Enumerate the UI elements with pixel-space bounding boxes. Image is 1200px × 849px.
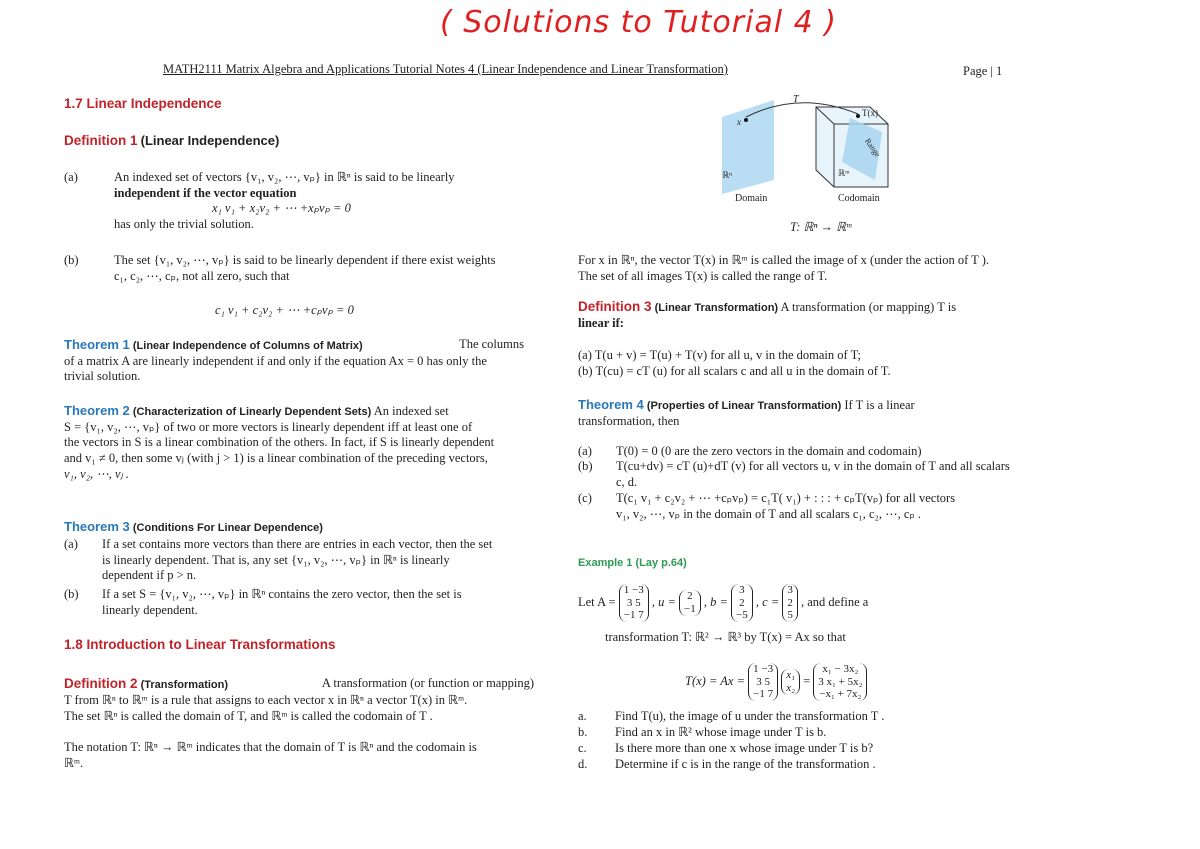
vector-u bbox=[679, 590, 701, 615]
result-vector bbox=[813, 663, 867, 701]
def1-a-line3: has only the trivial solution. bbox=[114, 216, 254, 231]
example-matrices bbox=[578, 584, 868, 622]
definition-2-label: Definition 2 bbox=[64, 676, 138, 691]
theorem-2-label: Theorem 2 bbox=[64, 403, 130, 418]
question-b: Find an x in ℝ² whose image under T is b. bbox=[615, 725, 827, 739]
definition-1-label: Definition 1 bbox=[64, 133, 138, 148]
figure-label-T: T bbox=[793, 94, 799, 105]
def1-a-line2: independent if the vector equation bbox=[114, 185, 297, 200]
point-Tx bbox=[856, 114, 860, 118]
definition-3-label: Definition 3 bbox=[578, 299, 652, 314]
matrix-A bbox=[619, 584, 649, 622]
figure-caption: T: ℝⁿ → ℝᵐ bbox=[790, 220, 852, 234]
matrix-A-row: 3 5 bbox=[626, 596, 641, 609]
b-label: , b = bbox=[703, 595, 728, 610]
vector-b bbox=[731, 584, 753, 622]
definition-3-line2: linear if: bbox=[578, 315, 624, 330]
figure-label-range: Range bbox=[863, 136, 883, 159]
matrix-A-copy bbox=[748, 663, 778, 701]
figure-codomain-label: Codomain bbox=[838, 193, 880, 204]
thm3-b-line1: If a set S = {v₁, v₂, ⋯, vₚ} in ℝⁿ contains the zero vector, then the set is bbox=[102, 587, 462, 601]
theorem-2-line4: and v₁ ≠ 0, then some vⱼ (with j > 1) is a linear combination of the preceding vectors, bbox=[64, 451, 488, 465]
thm4-a-marker: (a) bbox=[578, 444, 592, 458]
point-x bbox=[744, 118, 748, 122]
thm3-b-marker: (b) bbox=[64, 587, 79, 601]
thm3-a-text bbox=[102, 537, 532, 584]
figure-label-Rn: ℝⁿ bbox=[722, 170, 732, 180]
section-title-1-8: 1.8 Introduction to Linear Transformations bbox=[64, 637, 336, 652]
def1-a-line1: An indexed set of vectors {v₁, v₂, ⋯, vₚ} in ℝⁿ is said to be linearly bbox=[114, 170, 455, 184]
vector-b-row: −5 bbox=[736, 609, 748, 622]
example-title: Example 1 (Lay p.64) bbox=[578, 557, 687, 569]
theorem-2-name: (Characterization of Linearly Dependent Sets) bbox=[132, 406, 372, 418]
theorem-1 bbox=[64, 337, 524, 385]
definition-1-heading bbox=[64, 133, 279, 150]
thm4-c-line2: v₁, v₂, ⋯, vₚ in the domain of T and all scalars c₁, c₂, ⋯, cₚ . bbox=[616, 506, 922, 521]
theorem-3-label: Theorem 3 bbox=[64, 519, 130, 534]
theorem-3-heading bbox=[64, 519, 323, 536]
theorem-2-line1: An indexed set bbox=[373, 404, 449, 418]
vector-x bbox=[781, 669, 800, 694]
result-row: 3 x₁ + 5x₂ bbox=[818, 675, 863, 688]
matrix-A-copy-row: 3 5 bbox=[756, 675, 771, 688]
def1-b-marker: (b) bbox=[64, 253, 79, 267]
thm3-a-line1: If a set contains more vectors than there are entries in each vector, then the set bbox=[102, 537, 493, 551]
example-Tx-equation bbox=[685, 663, 867, 701]
thm4-c-line1: T(c₁ v₁ + c₂v₂ + ⋯ +cₚvₚ) = c₁T( v₁) + : : : + cₚT(vₚ) for all vectors bbox=[616, 491, 956, 505]
def1-b-text bbox=[114, 253, 544, 284]
theorem-4-label: Theorem 4 bbox=[578, 397, 644, 412]
theorem-2 bbox=[64, 403, 534, 482]
theorem-2-line2: S = {v₁, v₂, ⋯, vₚ} of two or more vectors is linearly dependent iff at least one of bbox=[64, 419, 473, 434]
thm4-b-line1: T(cu+dv) = cT (u)+dT (v) for all vectors u, v in the domain of T and all scalars bbox=[616, 459, 1010, 473]
def1-a-equation: x₁ v₁ + x₂v₂ + ⋯ +xₚvₚ = 0 bbox=[212, 201, 351, 216]
matrix-A-copy-row: −1 7 bbox=[753, 688, 774, 701]
Tx-label: T(x) = Ax = bbox=[685, 674, 746, 689]
question-d: Determine if c is in the range of the transformation . bbox=[615, 757, 876, 771]
example-transformation-line: transformation T: ℝ² → ℝ³ by T(x) = Ax so that bbox=[605, 630, 846, 644]
image-line2: The set of all images T(x) is called the range of T. bbox=[578, 268, 828, 283]
def1-b-line2: c₁, c₂, ⋯, cₚ, not all zero, such that bbox=[114, 268, 290, 283]
thm3-a-line3: dependent if p > n. bbox=[102, 568, 197, 583]
figure-label-Rm: ℝᵐ bbox=[838, 168, 850, 178]
question-c: Is there more than one x whose image under T is b? bbox=[615, 741, 874, 755]
thm3-a-marker: (a) bbox=[64, 537, 78, 551]
thm4-b-text bbox=[616, 459, 1046, 490]
result-row: −x₁ + 7x₂ bbox=[819, 688, 862, 701]
c-label: , c = bbox=[755, 595, 780, 610]
figure-label-Tx: T(x) bbox=[862, 108, 878, 118]
definition-2 bbox=[64, 676, 534, 724]
section-title-1-7: 1.7 Linear Independence bbox=[64, 96, 222, 111]
question-a: Find T(u), the image of u under the transformation T . bbox=[615, 709, 885, 723]
vector-u-row: 2 bbox=[687, 590, 693, 603]
def1-a-text bbox=[114, 170, 534, 233]
def1-b-line1: The set {v₁, v₂, ⋯, vₚ} is said to be linearly dependent if there exist weights bbox=[114, 253, 496, 267]
theorem-1-label: Theorem 1 bbox=[64, 337, 130, 352]
notation-text bbox=[64, 740, 534, 771]
handwritten-title: ( Solutions to Tutorial 4 ) bbox=[440, 5, 837, 40]
definition-2-line1: A transformation (or function or mapping) bbox=[321, 676, 534, 690]
definition-2-name: (Transformation) bbox=[140, 679, 229, 691]
def3-condition-b: (b) T(cu) = cT (u) for all scalars c and all u in the domain of T. bbox=[578, 363, 891, 378]
vector-c bbox=[782, 584, 798, 622]
def3-condition-a: (a) T(u + v) = T(u) + T(v) for all u, v in the domain of T; bbox=[578, 348, 862, 362]
figure-label-x: x bbox=[737, 117, 741, 127]
theorem-4-line2: transformation, then bbox=[578, 413, 680, 428]
matrix-A-row: 1 −3 bbox=[623, 584, 644, 596]
def1-b-equation: c₁ v₁ + c₂v₂ + ⋯ +cₚvₚ = 0 bbox=[215, 303, 354, 317]
theorem-2-line5: v₁, v₂, ⋯, vⱼ . bbox=[64, 466, 130, 481]
theorem-2-line3: the vectors in S is a linear combination of the others. In fact, if S is linearly dependent bbox=[64, 435, 495, 450]
question-d-marker: d. bbox=[578, 757, 588, 771]
define-text: , and define a bbox=[801, 595, 869, 610]
def1-a-marker: (a) bbox=[64, 170, 78, 184]
vector-c-row: 3 bbox=[787, 584, 793, 596]
theorem-4-name: (Properties of Linear Transformation) bbox=[646, 400, 842, 412]
notation-line1: The notation T: ℝⁿ → ℝᵐ indicates that the domain of T is ℝⁿ and the codomain is bbox=[64, 740, 477, 754]
definition-3-name: (Linear Transformation) bbox=[654, 302, 779, 314]
theorem-3-name: (Conditions For Linear Dependence) bbox=[132, 522, 323, 534]
definition-1-name: (Linear Independence) bbox=[140, 133, 280, 148]
vector-c-row: 5 bbox=[787, 609, 793, 622]
page-number: Page | 1 bbox=[963, 64, 1003, 78]
definition-2-line3: The set ℝⁿ is called the domain of T, and ℝᵐ is called the codomain of T . bbox=[64, 708, 433, 723]
result-row: x₁ − 3x₂ bbox=[822, 663, 859, 675]
thm4-b-marker: (b) bbox=[578, 459, 593, 473]
vector-b-row: 2 bbox=[739, 596, 745, 609]
theorem-4-heading bbox=[578, 397, 1028, 429]
vector-x-row: x₁ bbox=[786, 669, 795, 682]
thm3-b-text bbox=[102, 587, 532, 618]
figure-domain-label: Domain bbox=[735, 193, 768, 204]
thm3-b-line2: linearly dependent. bbox=[102, 602, 198, 617]
question-b-marker: b. bbox=[578, 725, 588, 739]
thm3-a-line2: is linearly dependent. That is, any set {v₁, v₂, ⋯, vₚ} in ℝⁿ is linearly bbox=[102, 552, 450, 567]
thm4-c-text bbox=[616, 491, 1046, 522]
vector-c-row: 2 bbox=[787, 596, 793, 609]
question-a-marker: a. bbox=[578, 709, 587, 723]
image-definition bbox=[578, 253, 1058, 284]
definition-3 bbox=[578, 299, 1028, 332]
theorem-1-line1: The columns bbox=[459, 337, 524, 351]
equals-sign: = bbox=[803, 674, 811, 689]
let-A-label: Let A = bbox=[578, 595, 616, 610]
vector-u-row: −1 bbox=[684, 602, 696, 615]
image-line1: For x in ℝⁿ, the vector T(x) in ℝᵐ is called the image of x (under the action of T ). bbox=[578, 253, 989, 267]
theorem-4-line1: If T is a linear bbox=[844, 398, 915, 412]
theorem-1-line3: trivial solution. bbox=[64, 369, 141, 384]
definition-2-line2: T from ℝⁿ to ℝᵐ is a rule that assigns to each vector x in ℝⁿ a vector T(x) in ℝᵐ. bbox=[64, 692, 468, 707]
vector-x-row: x₂ bbox=[786, 681, 795, 694]
course-header: MATH2111 Matrix Algebra and Applications Tutorial Notes 4 (Linear Independence and Linear Transformation) bbox=[163, 62, 728, 76]
thm4-b-line2: c, d. bbox=[616, 474, 638, 489]
definition-3-line1: A transformation (or mapping) T is bbox=[780, 300, 957, 314]
matrix-A-copy-row: 1 −3 bbox=[753, 663, 774, 675]
theorem-1-name: (Linear Independence of Columns of Matrix) bbox=[132, 340, 363, 352]
thm4-a-text: T(0) = 0 (0 are the zero vectors in the domain and codomain) bbox=[616, 444, 922, 458]
vector-b-row: 3 bbox=[739, 584, 745, 596]
theorem-1-line2: of a matrix A are linearly independent if and only if the equation Ax = 0 has only the bbox=[64, 353, 487, 368]
question-c-marker: c. bbox=[578, 741, 587, 755]
thm4-c-marker: (c) bbox=[578, 491, 592, 505]
u-label: , u = bbox=[651, 595, 676, 610]
definition-3-conditions bbox=[578, 348, 1028, 379]
matrix-A-row: −1 7 bbox=[623, 609, 644, 622]
notation-line2: ℝᵐ. bbox=[64, 755, 84, 770]
